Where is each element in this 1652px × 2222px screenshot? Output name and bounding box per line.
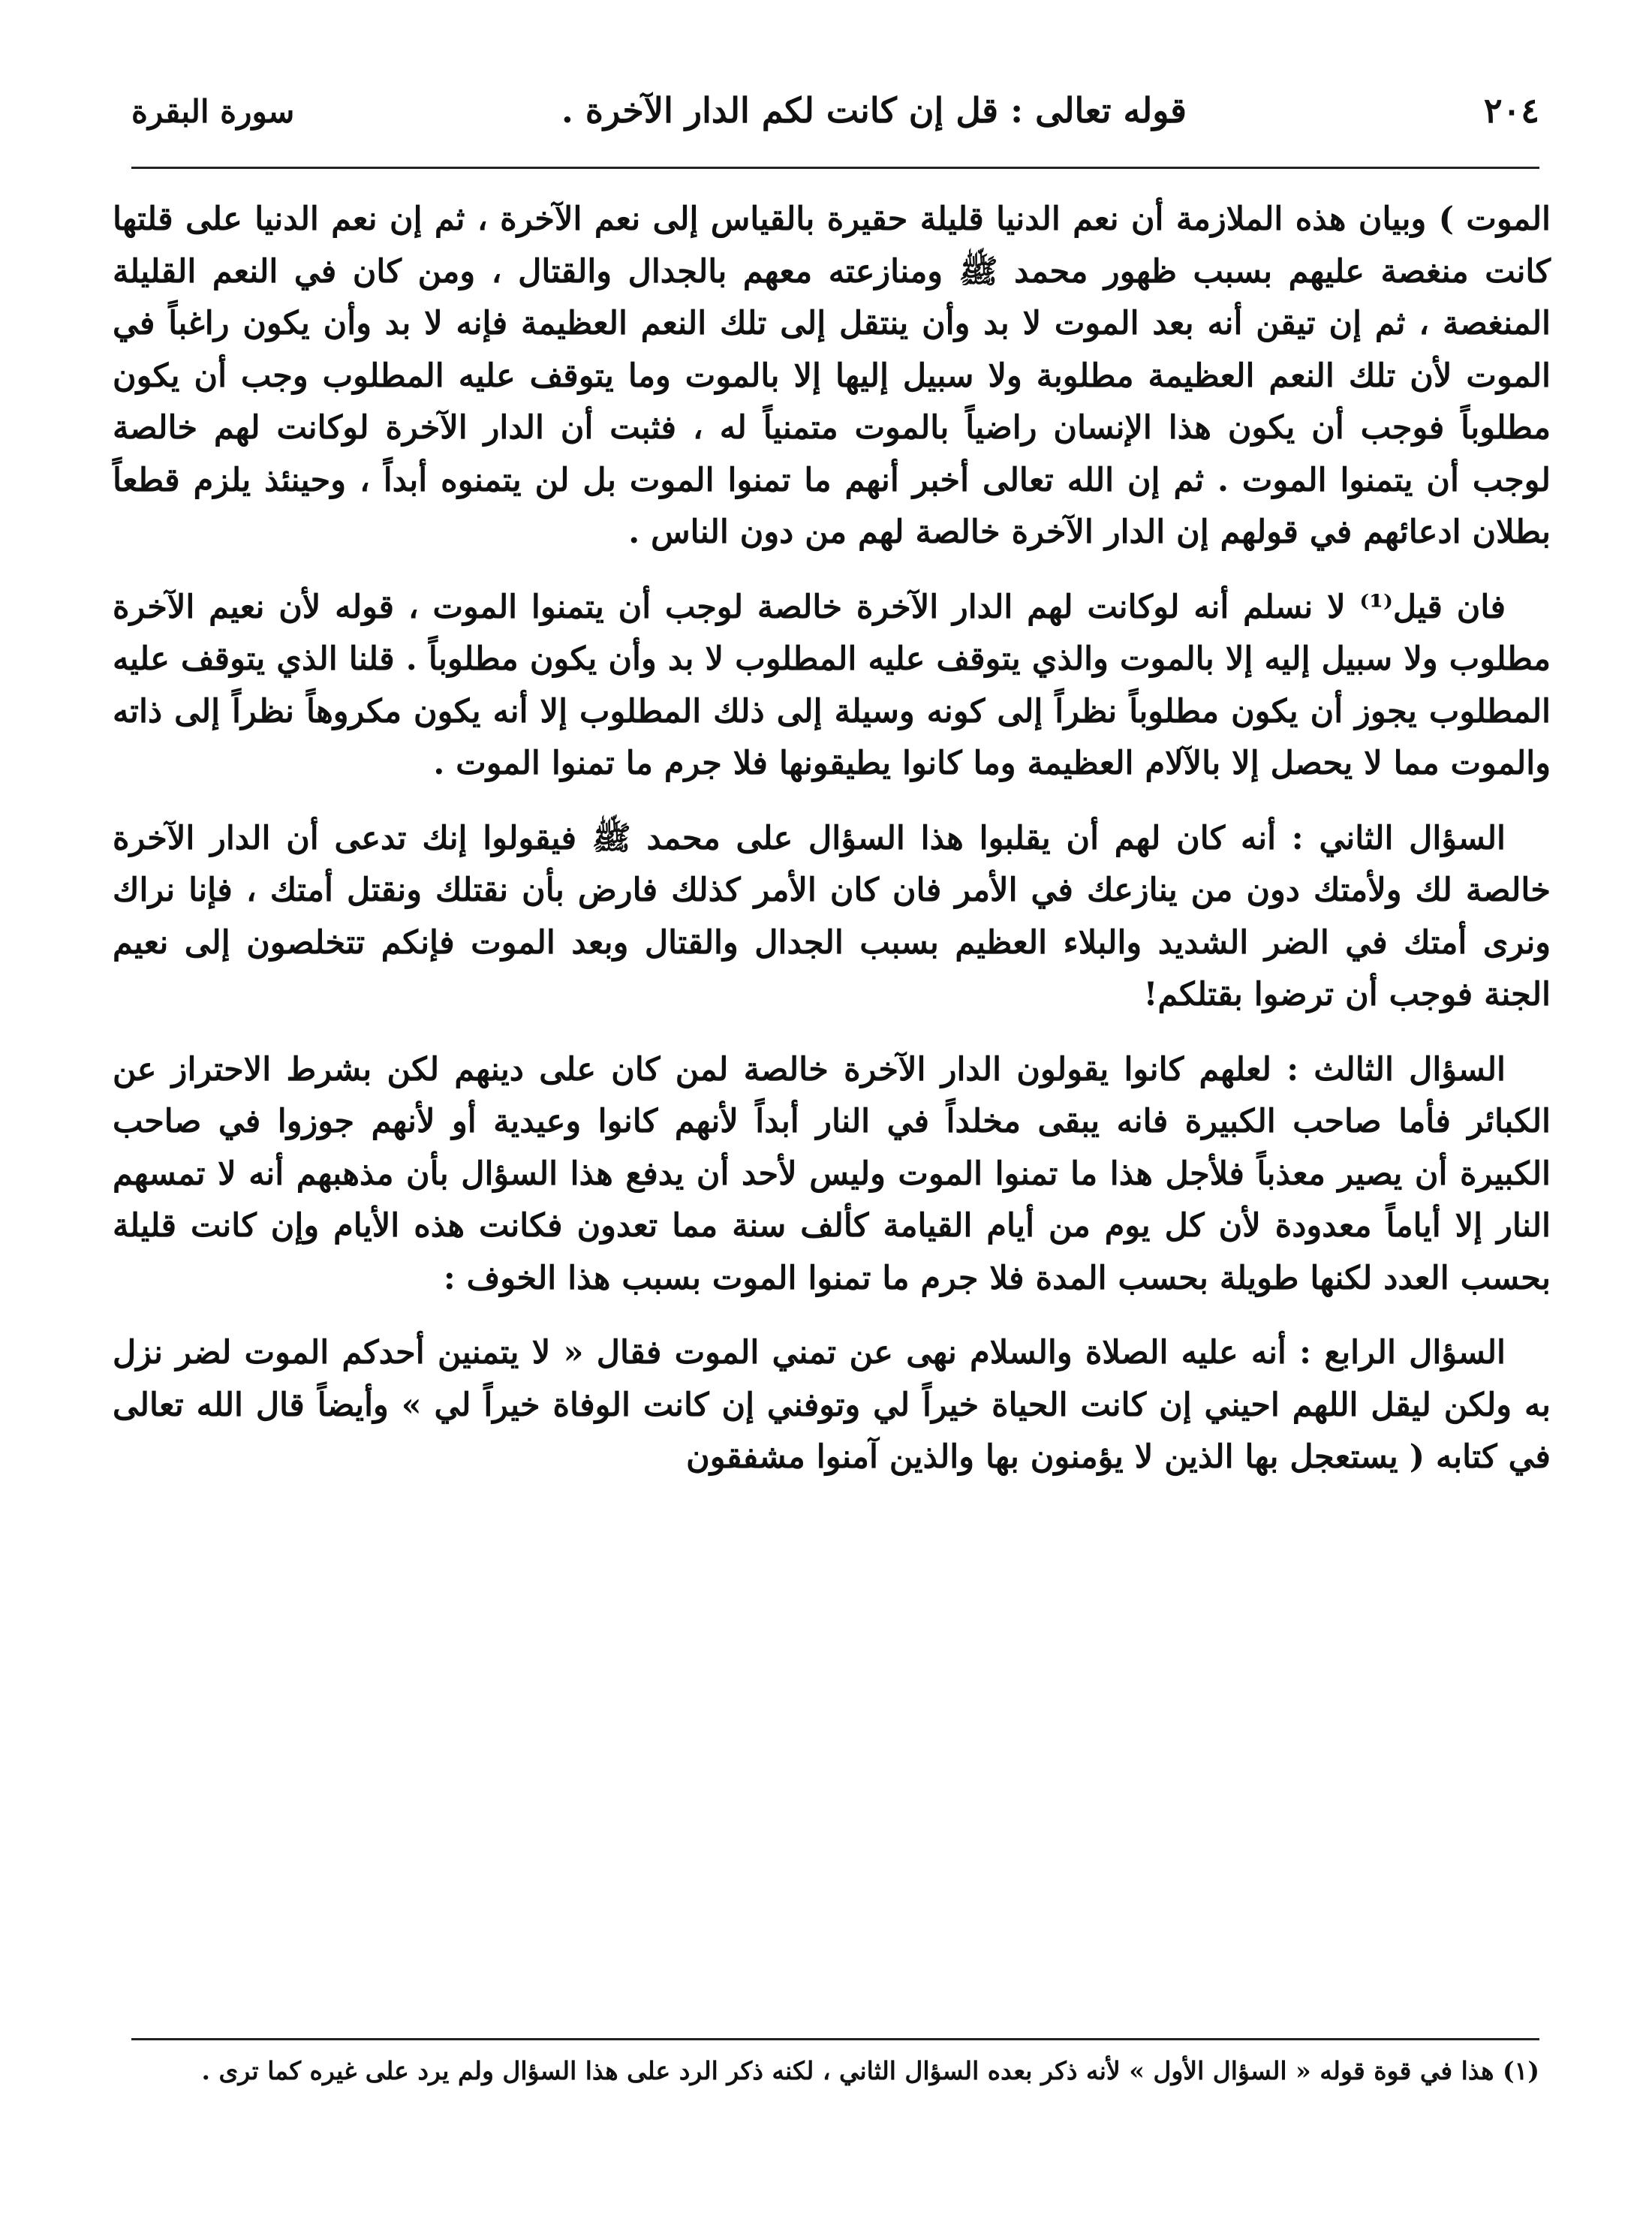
paragraph-second-question: السؤال الثاني : أنه كان لهم أن يقلبوا هذا السؤال على محمد ﷺ فيقولوا إنك تدعى أن الدار الآخرة خالصة لك ولأمتك دون من ينازعك في الأمر فان كان الأمر كذلك فارض بأن نقتلك ونقتل أمتك ، فإنا نراك ونرى أمتك في الضر الشديد والبلاء العظيم بسبب الجدال والقتال وبعد الموت فإنكم تتخلصون إلى نعيم الجنة فوجب أن ترضوا بقتلكم! [113, 819, 1551, 1013]
footnote: (١) هذا في قوة قوله « السؤال الأول » لأنه ذكر بعده السؤال الثاني ، لكنه ذكر الرد على هذا السؤال ولم يرد على غيره كما ترى . [201, 2056, 1539, 2085]
main-text [113, 194, 1551, 1507]
page-number: ٢٠٤ [1483, 90, 1539, 131]
paragraph-objection: فان قيل⁽¹⁾ لا نسلم أنه لوكانت لهم الدار الآخرة خالصة لوجب أن يتمنوا الموت ، قوله لأن نعيم الآخرة مطلوب ولا سبيل إليه إلا بالموت والذي يتوقف عليه المطلوب لا بد وأن يكون مطلوباً . قلنا الذي يتوقف عليه المطلوب يجوز أن يكون مطلوباً نظراً إلى كونه وسيلة إلى ذلك المطلوب إلا أنه يكون مكروهاً نظراً إلى ذاته والموت مما لا يحصل إلا بالآلام العظيمة وما كانوا يطيقونها فلا جرم ما تمنوا الموت . [113, 588, 1551, 782]
running-title: قوله تعالى : قل إن كانت لكم الدار الآخرة . [561, 90, 1187, 131]
surah-name: سورة البقرة [131, 93, 295, 130]
paragraph-third-question: السؤال الثالث : لعلهم كانوا يقولون الدار الآخرة خالصة لمن كان على دينهم لكن بشرط الاحتراز عن الكبائر فأما صاحب الكبيرة فانه يبقى مخلداً في النار أبداً لأنهم كانوا وعيدية أو لأنهم جوزوا في صاحب الكبيرة أن يصير معذباً فلأجل هذا ما تمنوا الموت وليس لأحد أن يدفع هذا السؤال بأن مذهبهم أنه لا تمسهم النار إلا أياماً معدودة لأن كل يوم من أيام القيامة كألف سنة مما تعدون فكانت هذه الأيام وإن كانت قليلة بحسب العدد لكنها طويلة بحسب المدة فلا جرم ما تمنوا الموت بسبب هذا الخوف : [113, 1050, 1551, 1297]
paragraph-continuation: الموت ) وبيان هذه الملازمة أن نعم الدنيا قليلة حقيرة بالقياس إلى نعم الآخرة ، ثم إن نعم الدنيا على قلتها كانت منغصة عليهم بسبب ظهور محمد ﷺ ومنازعته معهم بالجدال والقتال ، ومن كان في النعم القليلة المنغصة ، ثم إن تيقن أنه بعد الموت لا بد وأن ينتقل إلى تلك النعم العظيمة فإنه لا بد وأن يكون راغباً في الموت لأن تلك النعم العظيمة مطلوبة ولا سبيل إليها إلا بالموت وما يتوقف عليه المطلوب وجب أن يكون مطلوباً فوجب أن يكون هذا الإنسان راضياً بالموت متمنياً له ، فثبت أن الدار الآخرة لوكانت لهم خالصة لوجب أن يتمنوا الموت . ثم إن الله تعالى أخبر أنهم ما تمنوا الموت بل لن يتمنوه أبداً ، وحينئذ يلزم قطعاً بطلان ادعائهم في قولهم إن الدار الآخرة خالصة لهم من دون الناس . [113, 200, 1551, 551]
footnote-divider [131, 2038, 1539, 2040]
paragraph-fourth-question: السؤال الرابع : أنه عليه الصلاة والسلام نهى عن تمني الموت فقال « لا يتمنين أحدكم الموت لضر نزل به ولكن ليقل اللهم احيني إن كانت الحياة خيراً لي وتوفني إن كانت الوفاة خيراً لي » وأيضاً قال الله تعالى في كتابه ( يستعجل بها الذين لا يؤمنون بها والذين آمنوا مشفقون [113, 1334, 1551, 1476]
header-divider [131, 167, 1539, 169]
page-header [131, 83, 1539, 150]
